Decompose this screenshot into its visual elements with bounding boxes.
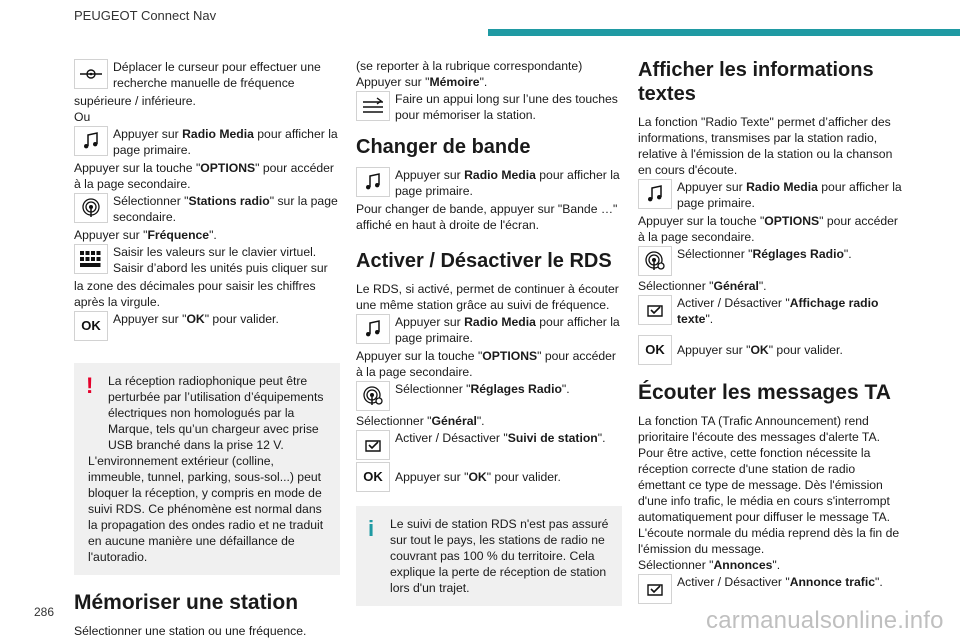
heading-changer-bande: Changer de bande [356, 136, 531, 158]
instruction-text: Faire un appui long sur l’une des touches pour mémoriser la station. [395, 92, 618, 122]
instruction-ok: OK Appuyer sur "OK" pour valider. [356, 462, 622, 492]
ok-button-icon: OK [638, 335, 672, 365]
instruction-long-press [356, 91, 622, 123]
watermark: carmanualsonline.info [706, 607, 944, 634]
instruction-ok: OK Appuyer sur "OK" pour valider. [74, 311, 340, 341]
paragraph: Le RDS, si activé, permet de continuer à écouter une même station grâce au suivi de fréquence. [356, 282, 619, 312]
paragraph: Appuyer sur "Fréquence". [74, 228, 217, 242]
instruction-radio-media: Appuyer sur Radio Media pour afficher la page primaire. [356, 167, 622, 199]
heading-afficher-textes: Afficher les informations textes [638, 59, 874, 105]
header-accent-bar [488, 29, 960, 36]
keypad-icon [74, 244, 108, 274]
instruction-ok: OK Appuyer sur "OK" pour valider. [638, 335, 904, 365]
instruction-cursor [74, 59, 340, 91]
paragraph: Appuyer sur "Mémoire". [356, 75, 488, 89]
instruction-annonce-trafic: Activer / Désactiver "Annonce trafic". [638, 574, 904, 604]
info-icon: i [368, 516, 375, 541]
paragraph: la zone des décimales pour saisir les chiffres après la virgule. [74, 279, 316, 309]
tuning-cursor-icon [74, 59, 108, 89]
instruction-radio-media: Appuyer sur Radio Media pour afficher la page primaire. [356, 314, 622, 346]
instruction-stations-radio: Sélectionner "Stations radio" sur la page secondaire. [74, 193, 340, 225]
ok-button-icon: OK [356, 462, 390, 492]
checkbox-icon [638, 574, 672, 604]
music-note-icon [356, 314, 390, 344]
instruction-text: Déplacer le curseur pour effectuer une recherche manuelle de fréquence [113, 60, 321, 90]
preset-list-icon [356, 91, 390, 121]
paragraph: Sélectionner "Annonces". [638, 558, 781, 572]
checkbox-icon [356, 430, 390, 460]
column-right [638, 58, 904, 606]
warning-note [74, 363, 340, 575]
warning-text-2: L'environnement extérieur (colline, immeuble, tunnel, parking, sous-sol...) peut bloquer la réception, y compris en mode de suivi RDS. Ce phénomène est normal dans la propagation des ondes radio et ne traduit en aucune manière une défaillance de l'autoradio. [88, 454, 324, 564]
warning-icon: ! [86, 373, 94, 398]
running-header: PEUGEOT Connect Nav [74, 8, 217, 23]
radio-settings-icon [356, 381, 390, 411]
heading-rds: Activer / Désactiver le RDS [356, 250, 612, 272]
ok-button-icon: OK [74, 311, 108, 341]
heading-memoriser: Mémoriser une station [74, 591, 299, 614]
radio-settings-icon [638, 246, 672, 276]
checkbox-icon [638, 295, 672, 325]
column-middle [356, 58, 622, 612]
instruction-reglages-radio: Sélectionner "Réglages Radio". [356, 381, 622, 411]
paragraph: Ou [74, 110, 91, 124]
instruction-radio-media: Appuyer sur Radio Media pour afficher la page primaire. [638, 179, 904, 211]
radio-antenna-icon [74, 193, 108, 223]
heading-messages-ta: Écouter les messages TA [638, 381, 891, 404]
paragraph: Sélectionner "Général". [356, 414, 485, 428]
music-note-icon [638, 179, 672, 209]
paragraph: La fonction "Radio Texte" permet d’afficher des informations, transmises par la station radio, relative à l'émission de la station ou la chanson en cours d'écoute. [638, 115, 893, 177]
paragraph: supérieure / inférieure. [74, 94, 196, 108]
column-left [74, 58, 340, 639]
info-note [356, 506, 622, 606]
instruction-suivi-station: Activer / Désactiver "Suivi de station". [356, 430, 622, 460]
paragraph: Pour changer de bande, appuyer sur "Bande …" affiché en haut à droite de l'écran. [356, 202, 618, 232]
page-number: 286 [34, 605, 55, 619]
music-note-icon [74, 126, 108, 156]
warning-text-1: La réception radiophonique peut être perturbée par l’utilisation d’équipements électriques non homologués par la Marque, tels qu’un chargeur avec prise USB branché dans la prise 12 V. [108, 374, 324, 452]
paragraph: (se reporter à la rubrique correspondante) [356, 59, 583, 73]
music-note-icon [356, 167, 390, 197]
instruction-affichage-texte: Activer / Désactiver "Affichage radio texte". [638, 295, 904, 327]
paragraph: Sélectionner une station ou une fréquence. [74, 624, 307, 638]
paragraph: La fonction TA (Trafic Announcement) rend prioritaire l'écoute des messages d'alerte TA. Pour être active, cette fonction nécessite la réception correcte d'une station de radio émettant ce type de message. Dès l'émission d'une info trafic, le média en cours s'interrompt automatiquement pour diffuser le message TA. L'écoute normale du média reprend dès la fin de l'émission du message. [638, 414, 900, 556]
instruction-reglages-radio: Sélectionner "Réglages Radio". [638, 246, 904, 276]
paragraph: Appuyer sur la touche "OPTIONS" pour accéder à la page secondaire. [638, 214, 898, 244]
instruction-radio-media: Appuyer sur Radio Media pour afficher la page primaire. [74, 126, 340, 158]
paragraph: Appuyer sur la touche "OPTIONS" pour accéder à la page secondaire. [74, 161, 334, 191]
instruction-text: Saisir les valeurs sur le clavier virtuel. Saisir d’abord les unités puis cliquer sur [113, 245, 328, 275]
paragraph: Sélectionner "Général". [638, 279, 767, 293]
instruction-keyboard [74, 244, 340, 276]
paragraph: Appuyer sur la touche "OPTIONS" pour accéder à la page secondaire. [356, 349, 616, 379]
info-text: Le suivi de station RDS n'est pas assuré sur tout le pays, les stations de radio ne couvrant pas 100 % du territoire. Cela explique la perte de réception de station lors d'un trajet. [390, 517, 609, 595]
